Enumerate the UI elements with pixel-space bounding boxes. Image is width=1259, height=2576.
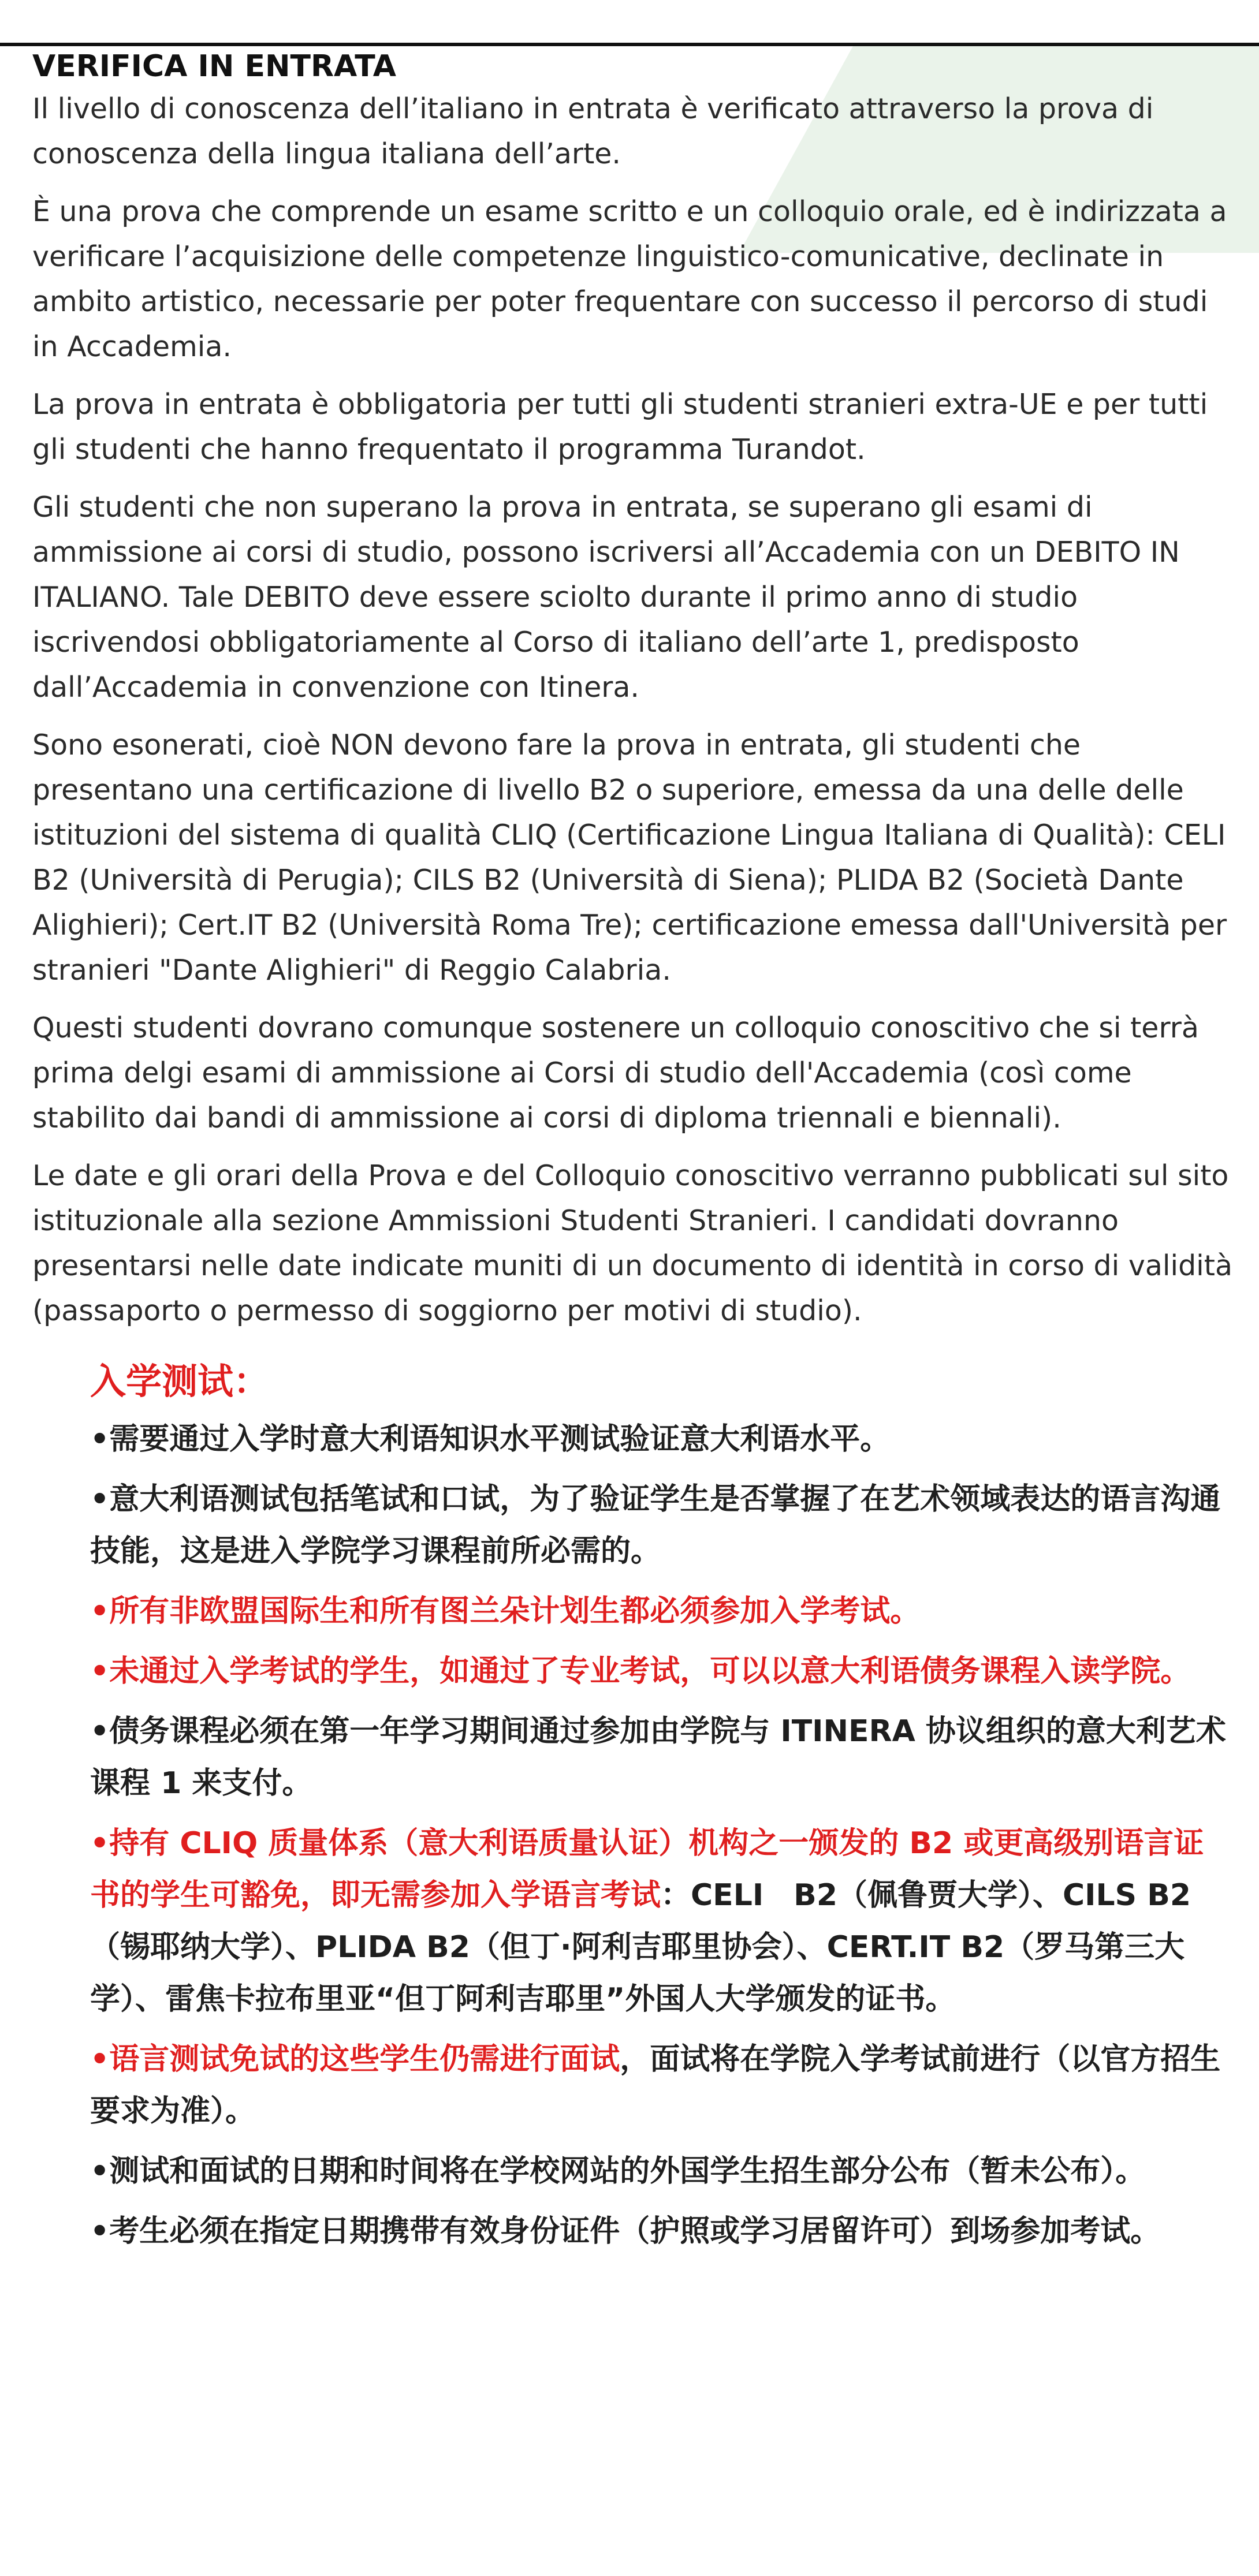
italian-heading: VERIFICA IN ENTRATA — [32, 49, 396, 84]
bullet-highlight-text: •持有 CLIQ 质量体系（意大利语质量认证）机构之一颁发的 B2 或更高级别语言证书的学生可豁免，即无需参加入学语言考试 — [90, 1826, 1204, 1913]
italian-paragraph-5: Sono esonerati, cioè NON devono fare la prova in entrata, gli studenti che presentano una certificazione di livello B2 o superiore, emessa da una delle delle istituzioni del sistema di qualità CLIQ (Certificazione Lingua Italiana di Qualità): CELI B2 (Università di Perugia); CILS B2 (Università di Siena); PLIDA B2 (Società Dante Alighieri); Cert.IT B2 (Università Roma Tre); certificazione emessa dall'Università per stranieri "Dante Alighieri" di Reggio Calabria. — [32, 729, 1227, 987]
chinese-bullet-5 — [90, 1705, 1234, 1809]
bullet-text: •意大利语测试包括笔试和口试，为了验证学生是否掌握了在艺术领域表达的语言沟通技能，这是进入学院学习课程前所必需的。 — [90, 1482, 1221, 1569]
italian-paragraph-1: Il livello di conoscenza dell’italiano in entrata è verificato attraverso la prova di conoscenza della lingua italiana dell’arte. — [32, 92, 1154, 170]
italian-paragraph-7: Le date e gli orari della Prova e del Colloquio conoscitivo verranno pubblicati sul sito istituzionale alla sezione Ammissioni Studenti Stranieri. I candidati dovranno presentarsi nelle date indicate muniti di un documento di identità in corso di validità (passaporto o permesso di soggiorno per motivi di studio). — [32, 1159, 1233, 1327]
italian-paragraph-6: Questi studenti dovrano comunque sostenere un colloquio conoscitivo che si terrà prima delgi esami di ammissione ai Corsi di studio dell'Accademia (così come stabilito dai bandi di ammissione ai corsi di diploma triennali e biennali). — [32, 1011, 1199, 1134]
chinese-bullet-4 — [90, 1645, 1234, 1697]
chinese-bullet-2 — [90, 1473, 1234, 1577]
chinese-bullet-9 — [90, 2205, 1234, 2257]
italian-section — [32, 46, 1234, 1334]
chinese-bullet-8 — [90, 2145, 1234, 2197]
italian-paragraph-4: Gli studenti che non superano la prova in entrata, se superano gli esami di ammissione ai corsi di studio, possono iscriversi all’Accademia con un DEBITO IN ITALIANO. Tale DEBITO deve essere sciolto durante il primo anno di studio iscrivendosi obbligatoriamente al Corso di italiano dell’arte 1, predisposto dall’Accademia in convenzione con Itinera. — [32, 491, 1180, 704]
bullet-highlight-text: •未通过入学考试的学生，如通过了专业考试，可以以意大利语债务课程入读学院。 — [90, 1654, 1191, 1689]
bullet-text: •债务课程必须在第一年学习期间通过参加由学院与 ITINERA 协议组织的意大利艺术课程 1 来支付。 — [90, 1714, 1226, 1801]
chinese-bullet-1 — [90, 1413, 1234, 1465]
bullet-highlight-text: •所有非欧盟国际生和所有图兰朵计划生都必须参加入学考试。 — [90, 1594, 921, 1629]
bullet-text: •测试和面试的日期和时间将在学校网站的外国学生招生部分公布（暂未公布）。 — [90, 2154, 1146, 2189]
chinese-section — [32, 1354, 1234, 2257]
bullet-text: •需要通过入学时意大利语知识水平测试验证意大利语水平。 — [90, 1422, 891, 1457]
bullet-highlight-text: •语言测试免试的这些学生仍需进行面试 — [90, 2042, 620, 2077]
bullet-text: •考生必须在指定日期携带有效身份证件（护照或学习居留许可）到场参加考试。 — [90, 2214, 1161, 2249]
bullet-text: ：CELI B2（佩鲁贾大学）、CILS B2（锡耶纳大学）、PLIDA B2（但丁·阿利吉耶里协会）、CERT.IT B2（罗马第三大学）、雷焦卡拉布里亚“但丁阿利吉耶里”外国人大学颁发的证书。 — [90, 1878, 1191, 2017]
chinese-bullet-6 — [90, 1817, 1234, 2025]
chinese-bullet-7 — [90, 2033, 1234, 2137]
italian-paragraph-3: La prova in entrata è obbligatoria per tutti gli studenti stranieri extra-UE e per tutti gli studenti che hanno frequentato il programma Turandot. — [32, 388, 1208, 466]
italian-paragraph-2: È una prova che comprende un esame scritto e un colloquio orale, ed è indirizzata a verificare l’acquisizione delle competenze linguistico-comunicative, declinate in ambito artistico, necessarie per poter frequentare con successo il percorso di studi in Accademia. — [32, 195, 1227, 363]
bullet-text: ，面试将在学院入学考试前进行（以官方招生要求为准）。 — [90, 2042, 1221, 2129]
document-page — [32, 46, 1234, 2265]
chinese-heading: 入学测试： — [90, 1360, 270, 1402]
chinese-bullet-3 — [90, 1585, 1234, 1637]
